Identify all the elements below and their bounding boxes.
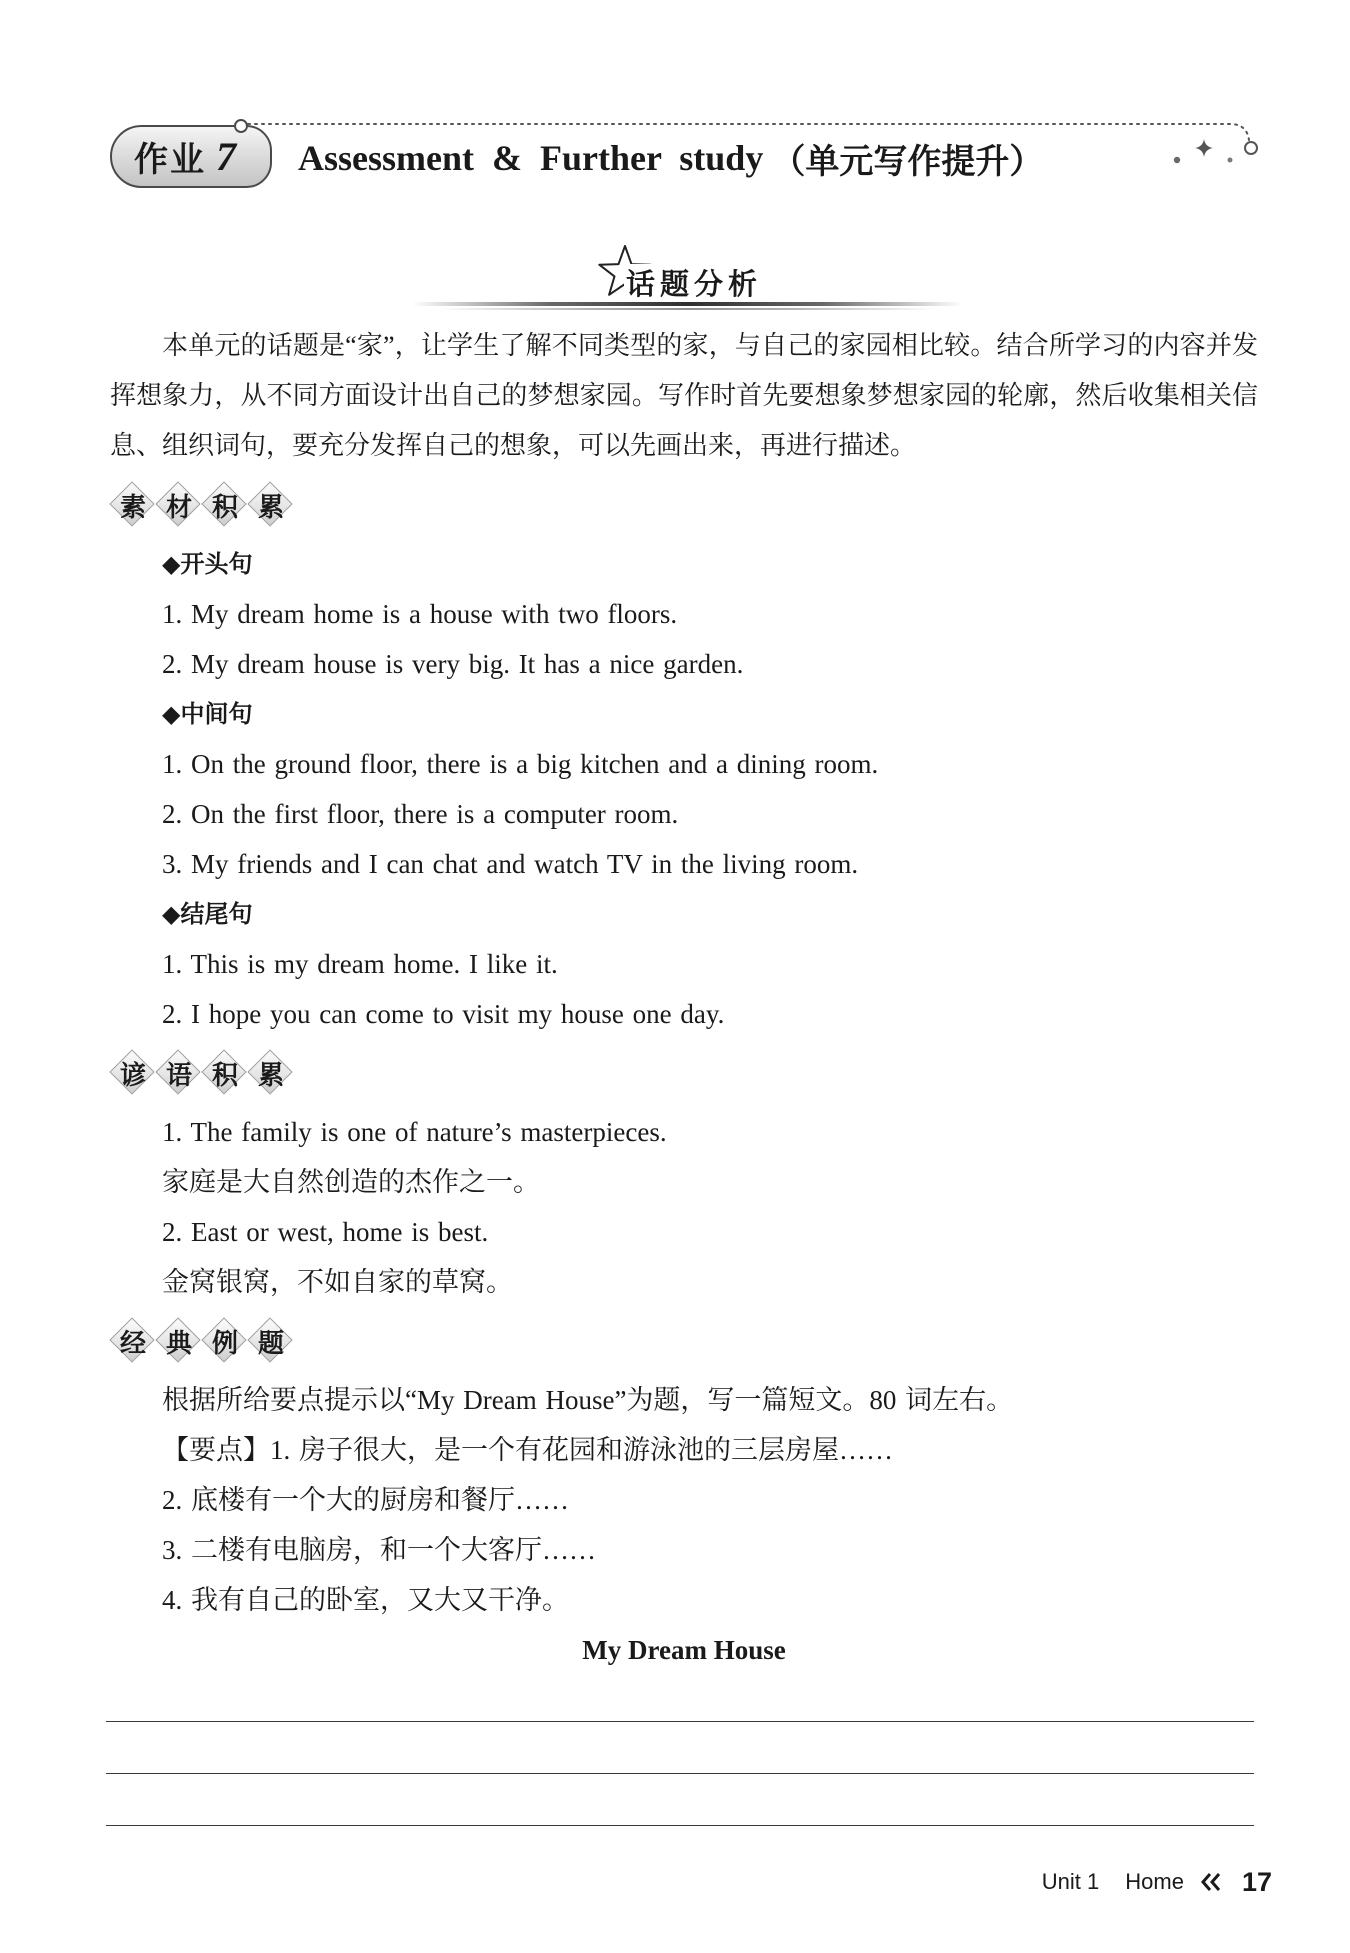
proverb-chinese: 家庭是大自然创造的杰作之一。	[162, 1167, 540, 1197]
section-heading-topic-analysis: 话题分析	[624, 264, 762, 304]
heading-char: 典	[156, 1318, 202, 1364]
dot-icon	[1174, 157, 1180, 163]
list-item: 2. My dream house is very big. It has a nice garden.	[162, 649, 744, 679]
double-chevron-left-icon	[1200, 1871, 1222, 1893]
writing-line	[106, 1825, 1254, 1826]
ring-end-icon	[1245, 142, 1257, 154]
footer-section: Home	[1125, 1869, 1184, 1894]
heading-char: 素	[110, 482, 156, 528]
heading-char: 积	[202, 482, 248, 528]
page-number: 17	[1241, 1866, 1272, 1897]
proverb-english: 1. The family is one of nature’s masterpieces.	[162, 1117, 667, 1147]
heading-char: 题	[248, 1318, 294, 1364]
group-label-middle: ◆中间句	[162, 700, 253, 728]
example-point: 4. 我有自己的卧室，又大又干净。	[162, 1585, 569, 1615]
writing-line	[106, 1721, 1254, 1722]
group-label-ending: ◆结尾句	[162, 900, 253, 928]
heading-char: 积	[202, 1050, 248, 1096]
page-title	[298, 130, 1043, 186]
writing-line	[106, 1773, 1254, 1774]
section-heading-example	[110, 1307, 1258, 1375]
page-content	[110, 321, 1258, 1675]
heading-underline	[412, 302, 962, 306]
heading-char: 材	[156, 482, 202, 528]
list-item: 2. On the first floor, there is a computer room.	[162, 799, 679, 829]
page-footer	[1042, 1864, 1272, 1900]
heading-char: 语	[156, 1050, 202, 1096]
proverb-english: 2. East or west, home is best.	[162, 1217, 489, 1247]
list-item: 1. My dream home is a house with two floors.	[162, 599, 678, 629]
page-title-chinese: （单元写作提升）	[771, 141, 1044, 182]
list-item: 1. On the ground floor, there is a big kitchen and a dining room.	[162, 749, 879, 779]
example-point: 【要点】1. 房子很大，是一个有花园和游泳池的三层房屋……	[162, 1435, 893, 1465]
badge-label: 作业	[134, 140, 206, 180]
heading-char: 例	[202, 1318, 248, 1364]
dot-icon	[1228, 158, 1233, 163]
group-label-opening: ◆开头句	[162, 550, 253, 578]
heading-char: 经	[110, 1318, 156, 1364]
example-prompt: 根据所给要点提示以“My Dream House”为题，写一篇短文。80 词左右。	[162, 1385, 1014, 1415]
heading-char: 谚	[110, 1050, 156, 1096]
proverb-chinese: 金窝银窝，不如自家的草窝。	[162, 1267, 513, 1297]
badge-number: 7	[216, 134, 236, 179]
list-item: 1. This is my dream home. I like it.	[162, 949, 558, 979]
list-item: 3. My friends and I can chat and watch TV in the living room.	[162, 849, 859, 879]
footer-unit: Unit 1	[1041, 1869, 1100, 1894]
section-heading-materials	[110, 471, 1258, 539]
page-title-english: Assessment & Further study	[298, 138, 764, 178]
badge-ring-icon	[233, 118, 249, 134]
example-point: 3. 二楼有电脑房，和一个大客厅……	[162, 1535, 596, 1565]
heading-char: 累	[248, 482, 294, 528]
section-heading-proverbs	[110, 1039, 1258, 1107]
topic-paragraph: 本单元的话题是“家”，让学生了解不同类型的家，与自己的家园相比较。结合所学习的内容并发挥想象力，从不同方面设计出自己的梦想家园。写作时首先要想象梦想家园的轮廓，然后收集相关信息、组织词句，要充分发挥自己的想象，可以先画出来，再进行描述。	[110, 331, 1258, 460]
list-item: 2. I hope you can come to visit my house one day.	[162, 999, 725, 1029]
heading-underline-shadow	[440, 308, 934, 310]
sparkle-icon	[1195, 139, 1213, 157]
assignment-badge	[110, 125, 272, 188]
essay-title: My Dream House	[582, 1635, 786, 1665]
example-point: 2. 底楼有一个大的厨房和餐厅……	[162, 1485, 569, 1515]
heading-char: 累	[248, 1050, 294, 1096]
